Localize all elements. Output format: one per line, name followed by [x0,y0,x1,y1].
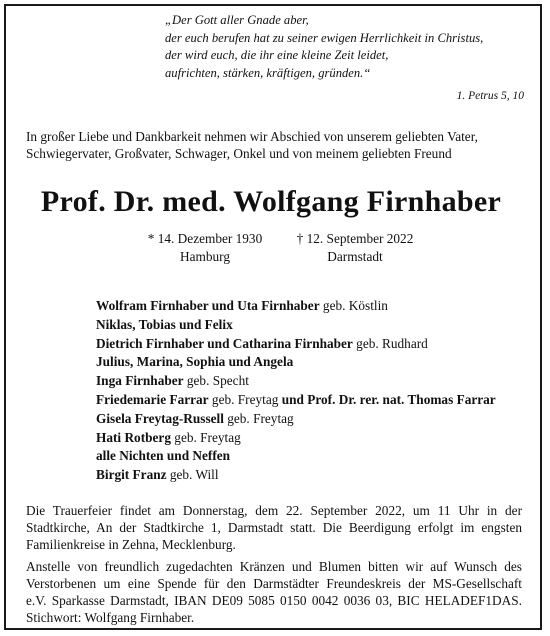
donation-notice [26,558,522,626]
death-date: † 12. September 2022 [296,231,414,246]
verse-line: der wird euch, die ihr eine kleine Zeit leidet, [165,48,389,63]
mourner-name: Hati Rotberg [96,429,171,445]
mourners-list [96,297,536,485]
funeral-notice-line: Die Trauerfeier findet am Donnerstag, dem 22. September 2022, um 11 Uhr in der [26,503,522,518]
mourner-row [96,353,536,372]
verse-line: „Der Gott aller Gnade aber, [165,13,309,27]
mourner-row [96,429,536,448]
donation-notice-line: e.V. Sparkasse Darmstadt, IBAN DE09 5085 0150 0042 0036 03, BIC HELADEF1DAS. [26,593,522,608]
mourner-row [96,316,536,335]
funeral-notice-line: Stadtkirche, An der Stadtkirche 1, Darmstadt statt. Die Beerdigung erfolgt im engsten [26,520,522,535]
funeral-notice [26,502,522,553]
mourner-name: Wolfram Firnhaber und Uta Firnhaber [96,298,320,313]
mourner-name: alle Nichten und Neffen [96,448,231,464]
mourner-row [96,447,536,466]
mourner-name: Dietrich Firnhaber und Catharina Firnhaber [96,335,353,351]
mourner-row [96,335,536,354]
death-info [275,230,435,266]
deceased-name: Prof. Dr. med. Wolfgang Firnhaber [40,185,502,218]
intro-line: Schwiegervater, Großvater, Schwager, Onkel und von meinem geliebten Freund [26,146,452,161]
death-place: Darmstadt [327,249,383,264]
verse-line: der euch berufen hat zu seiner ewigen Herrlichkeit in Christus, [165,30,484,45]
mourner-note: geb. Freytag [208,391,282,407]
mourner-row [96,297,536,316]
mourner-row [96,391,536,410]
verse-line: aufrichten, stärken, kräftigen, gründen.“ [165,65,371,80]
birth-info [125,230,285,266]
bible-verse [165,12,525,82]
mourner-name: Birgit Franz [96,467,167,483]
mourner-row [96,372,536,391]
funeral-notice-line: Familienkreise in Zehna, Mecklenburg. [26,537,236,552]
mourner-name: und Prof. Dr. rer. nat. Thomas Farrar [281,391,496,407]
birth-date: * 14. Dezember 1930 [147,231,263,246]
mourner-note: geb. Will [166,467,219,483]
intro-line: In großer Liebe und Dankbarkeit nehmen wir Abschied von unserem geliebten Vater, [26,129,478,144]
mourner-name: Gisela Freytag-Russell [96,410,224,426]
mourner-note: geb. Specht [183,373,249,389]
mourner-name: Inga Firnhaber [96,373,184,389]
mourner-note: geb. Köstlin [319,298,388,313]
mourner-note: geb. Rudhard [352,335,428,351]
donation-notice-line: Stichwort: Wolfgang Firnhaber. [26,610,195,625]
mourner-note: geb. Freytag [223,410,294,426]
verse-reference: 1. Petrus 5, 10 [456,90,524,102]
mourner-row [96,466,536,485]
donation-notice-line: Verstorbenen um eine Spende für den Darmstädter Freundeskreis der MS-Gesellschaft [26,576,522,591]
mourner-name: Friedemarie Farrar [96,391,209,407]
mourner-note: geb. Freytag [170,429,241,445]
mourner-name: Niklas, Tobias und Felix [96,316,233,332]
donation-notice-line: Anstelle von freundlich zugedachten Kränzen und Blumen bitten wir auf Wunsch des [26,559,522,574]
birth-place: Hamburg [180,249,230,264]
mourner-row [96,410,536,429]
intro-text [26,128,526,162]
mourner-name: Julius, Marina, Sophia und Angela [96,354,294,370]
